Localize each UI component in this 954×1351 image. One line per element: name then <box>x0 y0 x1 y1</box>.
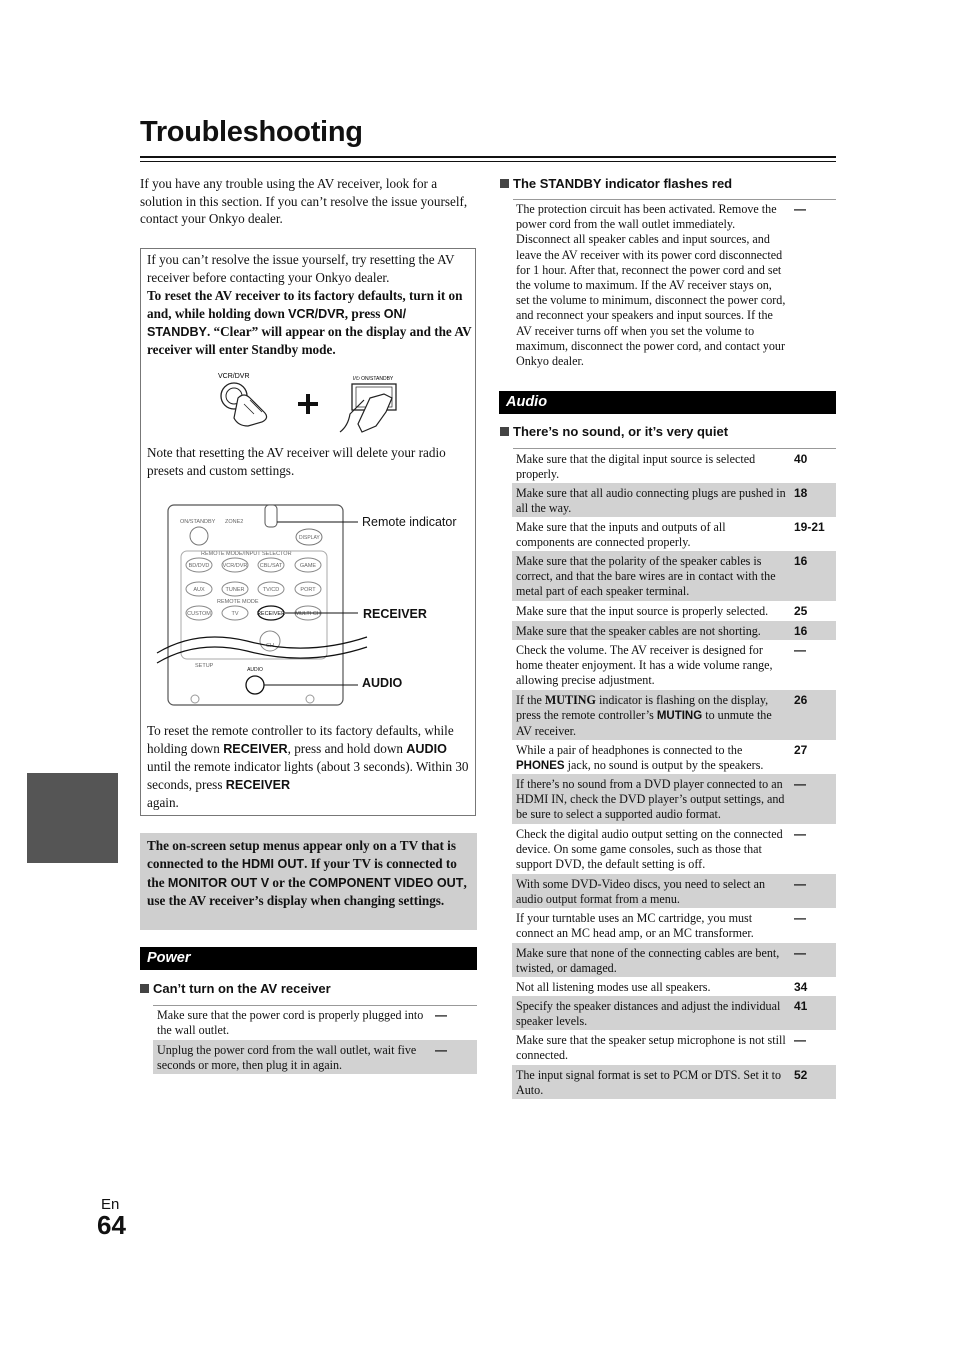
key-receiver-2: RECEIVER <box>225 777 291 792</box>
key-audio: AUDIO <box>406 741 447 756</box>
remote-btn-aux: AUX <box>193 587 205 593</box>
table-row: Make sure that the power cord is properly plugged into the wall outlet. — <box>157 1008 447 1038</box>
remote-btn-tv-cd: TV/CD <box>262 587 280 593</box>
power-section-header: Power <box>140 947 477 970</box>
remote-btn-tv: TV <box>231 611 239 617</box>
receiver-label: RECEIVER <box>363 607 427 621</box>
remote-btn-custom: CUSTOM <box>187 611 211 617</box>
audio-label: AUDIO <box>362 676 403 690</box>
table-row: Specify the speaker distances and adjust the individual speaker levels. 41 <box>512 996 836 1030</box>
reset-figure <box>210 368 410 440</box>
bullet-square-icon <box>140 984 149 993</box>
table-row: Not all listening modes use all speakers. 34 <box>516 980 808 994</box>
remote-audio-label: AUDIO <box>247 667 263 673</box>
key-vcr-dvr: VCR/DVR <box>288 307 345 321</box>
remote-btn-cbl-sat: CBL/SAT <box>259 563 283 569</box>
remote-btn-tuner: TUNER <box>225 587 245 593</box>
power-subhead: Can’t turn on the AV receiver <box>140 981 331 997</box>
remote-figure <box>155 503 475 708</box>
page-title: Troubleshooting <box>140 116 363 148</box>
title-rule-thin <box>140 161 836 162</box>
remote-btn-ch: CH <box>266 643 274 649</box>
table-row: If your turntable uses an MC cartridge, you must connect an MC head amp, or an MC transformer. — <box>516 911 806 941</box>
title-rule <box>140 156 836 158</box>
table-row: If there’s no sound from a DVD player connected to an HDMI IN, check the DVD player’s output settings, and be sure to select a supported audio format. — <box>512 774 836 824</box>
on-standby-label: I/⏻ ON/STANDBY <box>353 376 394 382</box>
table-row: If the MUTING indicator is flashing on the display, press the remote controller’s MUTING to unmute the AV receiver. 26 <box>512 690 836 740</box>
remote-reset-instructions: To reset the remote controller to its factory defaults, while holding down RECEIVER, press and hold down AUDIO until the remote indicator lights (about 3 seconds). Within 30 seconds, press RECEIVER again. <box>147 723 469 811</box>
remote-on-standby: ON/STANDBY <box>180 519 216 525</box>
table-row: Make sure that all audio connecting plugs are pushed in all the way. 18 <box>512 483 836 517</box>
reset-intro: If you can’t resolve the issue yourself, try resetting the AV receiver before contacting your Onkyo dealer. <box>147 252 455 285</box>
page-language: En <box>101 1196 120 1213</box>
key-monitor-out: MONITOR OUT V <box>167 875 270 890</box>
table-row: Make sure that the input source is properly selected. 25 <box>516 604 808 618</box>
bullet-square-icon <box>500 427 509 436</box>
remote-mode-label: REMOTE MODE <box>217 599 259 605</box>
reset-instructions: If you can’t resolve the issue yourself, try resetting the AV receiver before contacting your Onkyo dealer. To reset the AV receiver to its factory defaults, turn it on and, while holding down VCR/DVR, press ON/ STANDBY. “Clear” will appear on the display and the AV receiver will enter Standby mode. <box>147 252 472 357</box>
key-receiver: RECEIVER <box>223 741 288 756</box>
remote-zone2: ZONE2 <box>225 519 244 525</box>
remote-display: DISPLAY <box>299 535 320 541</box>
table-row: Make sure that none of the connecting cables are bent, twisted, or damaged. — <box>512 943 836 977</box>
table-row: Make sure that the digital input source is selected properly. 40 <box>516 452 808 482</box>
key-on-standby: ON/ STANDBY <box>147 307 407 339</box>
page-number: 64 <box>97 1210 126 1240</box>
key-hdmi-out: HDMI OUT <box>241 856 305 871</box>
remote-indicator-label: Remote indicator <box>362 515 457 529</box>
audio-subhead: There’s no sound, or it’s very quiet <box>500 424 728 440</box>
remote-btn-game: GAME <box>299 563 317 569</box>
table-row: Unplug the power cord from the wall outlet, wait five seconds or more, then plug it in again. — <box>153 1040 477 1074</box>
audio-section-header: Audio <box>499 391 836 414</box>
table-row: Check the digital audio output setting on the connected device. On some game consoles, such as those that support DVD, the default setting is off. — <box>516 827 806 872</box>
bullet-square-icon <box>500 179 509 188</box>
table-row: The input signal format is set to PCM or DTS. Set it to Auto. 52 <box>512 1065 836 1099</box>
key-component-out: COMPONENT VIDEO OUT <box>308 875 464 890</box>
table-row: Make sure that the speaker cables are not shorting. 16 <box>512 621 836 640</box>
remote-selector: REMOTE MODE/INPUT SELECTOR <box>201 551 292 557</box>
standby-ref: — <box>794 202 806 216</box>
reset-note: Note that resetting the AV receiver will delete your radio presets and custom settings. <box>147 445 446 478</box>
table-row: Make sure that the inputs and outputs of all components are connected properly. 19-21 <box>516 520 825 550</box>
vcr-dvr-label: VCR/DVR <box>218 373 250 380</box>
table-row: Make sure that the speaker setup microphone is not still connected. — <box>516 1033 806 1063</box>
remote-btn-vcr-dvr: VCR/DVR <box>222 563 248 569</box>
remote-btn-multi-ch: MULTI CH <box>295 611 321 617</box>
remote-setup: SETUP <box>195 663 214 669</box>
chapter-tab <box>27 773 118 863</box>
remote-btn-bd-dvd: BD/DVD <box>188 563 210 569</box>
remote-btn-port: PORT <box>300 587 316 593</box>
hdmi-note-text: The on-screen setup menus appear only on a TV that is connected to the HDMI OUT. If your TV is connected to the MONITOR OUT V or the COMPONENT VIDEO OUT, use the AV receiver’s display when changing settings. <box>147 838 467 909</box>
table-row: Check the volume. The AV receiver is designed for home theater enjoyment. It has a wide volume range, allowing precise adjustment. — <box>516 643 806 688</box>
standby-subhead: The STANDBY indicator flashes red <box>500 176 732 192</box>
remote-btn-receiver: RECEIVER <box>256 611 286 617</box>
intro-paragraph: If you have any trouble using the AV receiver, look for a solution in this section. If you can’t resolve the issue yourself, contact your Onkyo dealer. <box>140 176 468 227</box>
standby-text: The protection circuit has been activated. Remove the power cord from the wall outlet immediately. Disconnect all speaker cables and input sources, and leave the AV receiver with its power cord disconnected for 1 hour. After that, reconnect the power cord and set the volume to maximum. If the AV receiver stays on, set the volume to minimum, disconnect the power cord, and reconnect your speakers and input sources. If the AV receiver turns off when you set the volume to maximum, disconnect the power cord, and contact your Onkyo dealer. <box>516 202 786 369</box>
table-row: With some DVD-Video discs, you need to select an audio output format from a menu. — <box>512 874 836 908</box>
standby-table-rule <box>513 199 836 200</box>
table-row: While a pair of headphones is connected to the PHONES jack, no sound is output by the speakers. 27 <box>516 743 808 773</box>
table-row: Make sure that the polarity of the speaker cables is correct, and that the bare wires are in contact with the metal part of each speaker terminal. 16 <box>512 551 836 601</box>
